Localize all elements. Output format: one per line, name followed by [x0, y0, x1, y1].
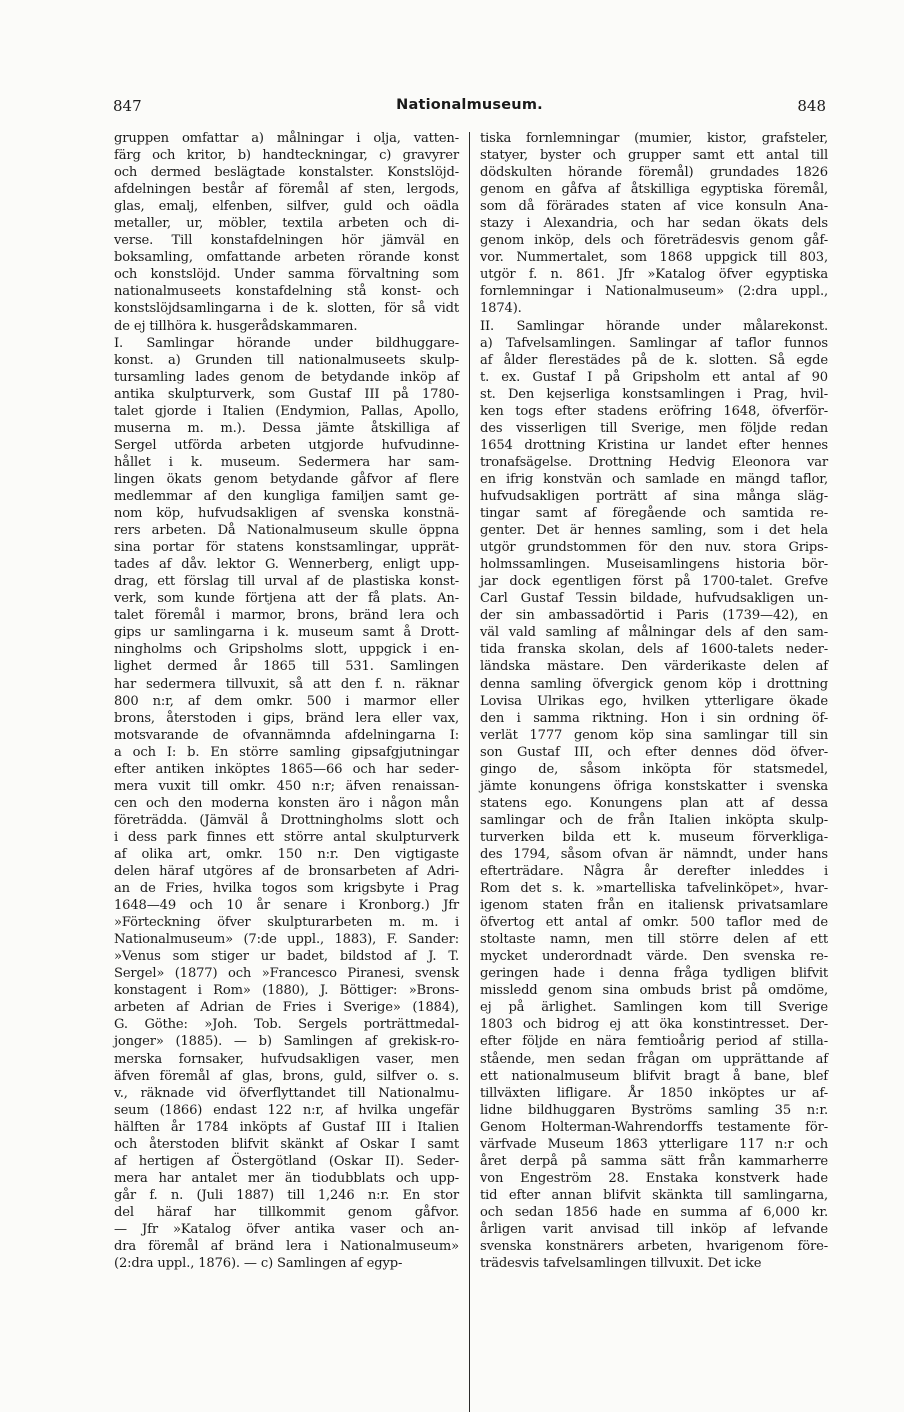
text-line: verlät 1777 genom köp sina samlingar till sin [480, 727, 828, 743]
text-line: den i samma riktning. Hon i sin ordning öf- [480, 710, 828, 726]
text-line: 1874). [480, 301, 522, 317]
text-line: fornlemningar i Nationalmuseum» (2:dra uppl., [480, 284, 828, 300]
text-line: svenska konstnärers arbeten, hvarigenom före- [480, 1239, 828, 1255]
text-line: jämte konungens öfriga konstskatter i svenska [480, 778, 828, 794]
text-line: merska fornsaker, hufvudsakligen vaser, men [114, 1051, 459, 1067]
text-line: tronafsägelse. Drottning Hedvig Eleonora var [480, 454, 828, 470]
text-line: st. Den kejserliga konstsamlingen i Prag, hvil- [480, 386, 828, 402]
text-line: antika skulpturverk, som Gustaf III på 1780- [114, 386, 459, 402]
text-line: dödskulten hörande föremål) grundades 1826 [480, 165, 828, 181]
text-line: konstagent i Rom» (1880), J. Böttiger: »Brons- [114, 983, 459, 999]
text-line: boksamling, omfattande arbeten rörande konst [114, 250, 459, 266]
text-line: denna samling öfvergick genom köp i drottning [480, 676, 828, 692]
text-line: färg och kritor, b) handteckningar, c) gravyrer [114, 148, 459, 164]
text-line: seum (1866) endast 122 n:r, af hvilka ungefär [114, 1102, 459, 1118]
text-line: von Engeström 28. Enstaka konstverk hade [480, 1170, 828, 1186]
text-line: Sergel utförda arbeten utgjorde hufvudinne- [114, 437, 459, 453]
text-line: hållet i k. museum. Sedermera har sam- [114, 454, 459, 470]
text-line: lingen ökats genom betydande gåfvor af flere [114, 471, 459, 487]
text-line: missledd genom sina ombuds brist på omdöme, [480, 983, 828, 999]
right-column [480, 130, 828, 1272]
text-line: ningholms och Gripsholms slott, uppgick i en- [114, 642, 459, 658]
text-line: Sergel» (1877) och »Francesco Piranesi, svensk [114, 966, 459, 982]
text-line: arbeten af Adrian de Fries i Sverige» (1884), [114, 1000, 459, 1016]
text-line: brons, återstoden i gips, bränd lera eller vax, [114, 710, 459, 726]
page-number-right: 848 [797, 97, 826, 115]
text-line: son Gustaf III, och efter dennes död öfver- [480, 744, 828, 760]
text-line: Carl Gustaf Tessin bildade, hufvudsakligen un- [480, 591, 828, 607]
text-line: i dess park finnes ett större antal skulpturverk [114, 829, 459, 845]
text-line: efter antiken inköptes 1865—66 och har seder- [114, 761, 459, 777]
text-line: »Förteckning öfver skulpturarbeten m. m. i [114, 915, 459, 931]
text-line: året derpå på samma sätt från kammarherre [480, 1153, 828, 1169]
text-line: mera vuxit till omkr. 450 n:r; äfven renaissan- [114, 778, 459, 794]
text-line: statyer, byster och grupper samt ett antal till [480, 148, 828, 164]
text-line: konstslöjdsamlingarna i de k. slotten, för så vidt [114, 301, 459, 317]
text-line: vor. Nummertalet, som 1868 uppgick till 803, [480, 250, 828, 266]
text-line: 1648—49 och 10 år senare i Kronborg.) Jfr [114, 898, 459, 914]
text-line: gips ur samlingarna i k. museum samt å Drott- [114, 625, 459, 641]
text-line: genom en gåfva af åtskilliga egyptiska föremål, [480, 182, 828, 198]
text-line: tida franska skolan, dels af 1600-talets neder- [480, 642, 828, 658]
text-line: mera har antalet mer än tiodubblats och upp- [114, 1170, 459, 1186]
text-line: gingo de, såsom inköpta för statsmedel, [480, 761, 828, 777]
text-line: »Venus som stiger ur badet, bildstod af J. T. [114, 949, 459, 965]
text-line: cen och den moderna konsten äro i någon mån [114, 795, 459, 811]
text-line: ländska mästare. Den värderikaste delen af [480, 659, 828, 675]
text-line: trädesvis tafvelsamlingen tillvuxit. Det icke [480, 1256, 762, 1272]
text-line: jar dock egentligen först på 1700-talet. Grefve [480, 574, 828, 590]
text-line: efter följde en nära femtioårig period af stilla- [480, 1034, 828, 1050]
text-line: del häraf har tillkommit genom gåfvor. [114, 1204, 459, 1220]
text-line: de ej tillhöra k. husgerådskammaren. [114, 318, 358, 334]
text-line: samlingar och de från Italien inköpta skulp- [480, 812, 828, 828]
left-column [114, 130, 459, 1272]
text-line: en ifrig konstvän och samlade en mängd taflor, [480, 471, 828, 487]
text-line: af hertigen af Östergötland (Oskar II). Seder- [114, 1153, 459, 1169]
text-line: holmssamlingen. Museisamlingens historia bör- [480, 557, 828, 573]
text-line: Lovisa Ulrikas ego, hvilken ytterligare ökade [480, 693, 828, 709]
text-line: nationalmuseets konstafdelning stå konst- och [114, 284, 459, 300]
text-line: glas, emalj, elfenben, silfver, guld och oädla [114, 199, 459, 215]
text-line: äfven föremål af glas, brons, guld, silfver o. s. [114, 1068, 459, 1084]
text-line: tursamling lades genom de betydande inköp af [114, 369, 459, 385]
text-line: Rom det s. k. »martelliska tafvelinköpet», hvar- [480, 881, 828, 897]
column-divider [469, 132, 470, 1412]
text-line: utgör grundstommen för den nuv. stora Grips- [480, 540, 828, 556]
text-line: a) Tafvelsamlingen. Samlingar af taflor funnos [480, 335, 828, 351]
text-line: tades af dåv. lektor G. Wennerberg, enligt upp- [114, 557, 459, 573]
text-line: t. ex. Gustaf I på Gripsholm ett antal af 90 [480, 369, 828, 385]
text-line: metaller, ur, möbler, textila arbeten och di- [114, 216, 459, 232]
text-line: talet föremål i marmor, brons, bränd lera och [114, 608, 459, 624]
text-line: des 1794, såsom ofvan är nämndt, under hans [480, 846, 828, 862]
text-line: dra föremål af bränd lera i Nationalmuseum» [114, 1239, 459, 1255]
text-line: 800 n:r, af dem omkr. 500 i marmor eller [114, 693, 459, 709]
text-line: stående, men sedan frågan om upprättande af [480, 1051, 828, 1067]
text-line: G. Göthe: »Joh. Tob. Sergels porträttmedal- [114, 1017, 459, 1033]
text-line: gruppen omfattar a) målningar i olja, vatten- [114, 131, 459, 146]
text-line: drag, ett förslag till urval af de plastiska konst- [114, 574, 459, 590]
text-line: hälften år 1784 inköpts af Gustaf III i Italien [114, 1119, 459, 1135]
text-line: väl vald samling af målningar dels af den sam- [480, 625, 828, 641]
text-line: tid efter annan blifvit skänkta till samlingarna, [480, 1187, 828, 1203]
text-line: och sedan 1856 hade en summa af 6,000 kr. [480, 1204, 828, 1220]
text-line: af olika art, omkr. 150 n:r. Den vigtigaste [114, 846, 459, 862]
text-line: efterträdare. Några år derefter inleddes i [480, 864, 828, 880]
text-line: sina portar för statens konstsamlingar, upprät- [114, 540, 459, 556]
text-line: konst. a) Grunden till nationalmuseets skulp- [114, 352, 459, 368]
text-line: medlemmar af den kungliga familjen samt ge- [114, 488, 459, 504]
text-line: som då förärades staten af vice konsuln Ana- [480, 199, 828, 215]
text-line: des visserligen till Sverige, men följde redan [480, 420, 828, 436]
text-line: nom köp, hufvudsakligen af svenska konstnä- [114, 506, 459, 522]
running-title: Nationalmuseum. [396, 97, 543, 113]
text-line: Genom Holterman-Wahrendorffs testamente för- [480, 1119, 828, 1135]
text-line: tingar samt af föregående och samtida re- [480, 506, 828, 522]
text-line: företrädda. (Jämväl å Drottningholms slott och [114, 812, 459, 828]
text-line: afdelningen består af föremål af sten, lergods, [114, 182, 459, 198]
text-line: öfvertog ett antal af omkr. 500 taflor med de [480, 915, 828, 931]
text-line: v., räknade vid öfverflyttandet till Nationalmu- [114, 1085, 459, 1101]
text-line: hufvudsakligen porträtt af sina många släg- [480, 488, 828, 504]
text-line: delen häraf utgöres af de bronsarbeten af Adri- [114, 864, 459, 880]
text-line: der sin ambassadörtid i Paris (1739—42), en [480, 608, 828, 624]
text-line: — Jfr »Katalog öfver antika vaser och an- [114, 1222, 459, 1237]
text-line: lidne bildhuggaren Byströms samling 35 n:r. [480, 1102, 828, 1118]
text-line: och konstslöjd. Under samma förvaltning som [114, 267, 459, 283]
text-line: motsvarande de ofvannämnda afdelningarna I: [114, 727, 459, 743]
text-line: af ålder flerestädes på de k. slotten. Så egde [480, 352, 828, 368]
text-line: I. Samlingar hörande under bildhuggare- [114, 335, 459, 351]
text-line: och dermed beslägtade konstalster. Konstslöjd- [114, 165, 459, 181]
page-number-left: 847 [113, 97, 142, 115]
text-line: ken togs efter stadens eröfring 1648, öfverför- [480, 403, 828, 419]
text-line: muserna m. m.). Dessa jämte åtskilliga af [114, 420, 459, 436]
text-line: mycket underordnadt värde. Den svenska re- [480, 949, 828, 965]
text-line: statens ego. Konungens plan att af dessa [480, 795, 828, 811]
text-line: talet gjorde i Italien (Endymion, Pallas, Apollo, [114, 403, 459, 419]
text-line: årligen varit anvisad till inköp af lefvande [480, 1222, 828, 1237]
text-line: och återstoden blifvit skänkt af Oskar I samt [114, 1136, 459, 1152]
text-line: igenom staten från en italiensk privatsamlare [480, 898, 828, 914]
text-line: har sedermera tillvuxit, så att den f. n. räknar [114, 676, 459, 692]
text-line: genom inköp, dels och företrädesvis genom gåf- [480, 233, 828, 249]
text-line: a och I: b. En större samling gipsafgjutningar [114, 744, 459, 760]
text-line: verk, som kunde förtjena att der få plats. An- [114, 591, 459, 607]
text-line: 1654 drottning Kristina ur landet efter hennes [480, 437, 828, 453]
text-line: an de Fries, hvilka togos som krigsbyte i Prag [114, 881, 459, 897]
text-line: genter. Det är hennes samling, som i det hela [480, 523, 828, 539]
page-header [113, 97, 826, 119]
text-line: turverken bilda ett k. museum förverkliga- [480, 829, 828, 845]
text-line: ett nationalmuseum blifvit bragt å bane, blef [480, 1068, 828, 1084]
text-line: tillväxten lifligare. År 1850 inköptes ur af- [480, 1085, 828, 1101]
text-line: ej på ärlighet. Samlingen kom till Sverige [480, 1000, 828, 1016]
text-line: stazy i Alexandria, och har sedan ökats dels [480, 216, 828, 232]
text-line: rers arbeten. Då Nationalmuseum skulle öppna [114, 523, 459, 539]
text-line: lighet dermed år 1865 till 531. Samlingen [114, 659, 459, 675]
text-line: tiska fornlemningar (mumier, kistor, grafsteler, [480, 131, 828, 146]
text-line: 1803 och bidrog ej att öka konstintresset. Der- [480, 1017, 828, 1033]
text-line: går f. n. (Juli 1887) till 1,246 n:r. En stor [114, 1187, 459, 1203]
text-line: stoltaste namn, men till större delen af ett [480, 932, 828, 948]
text-line: verse. Till konstafdelningen hör jämväl en [114, 233, 459, 249]
text-line: (2:dra uppl., 1876). — c) Samlingen af egyp- [114, 1256, 403, 1272]
text-line: värfvade Museum 1863 ytterligare 117 n:r och [480, 1136, 828, 1152]
text-line: jonger» (1885). — b) Samlingen af grekisk-ro- [114, 1034, 459, 1050]
text-line: geringen hade i denna fråga tydligen blifvit [480, 966, 828, 982]
text-line: Nationalmuseum» (7:de uppl., 1883), F. Sander: [114, 932, 459, 948]
text-line: II. Samlingar hörande under målarekonst. [480, 318, 828, 334]
text-line: utgör f. n. 861. Jfr »Katalog öfver egyptiska [480, 267, 828, 283]
